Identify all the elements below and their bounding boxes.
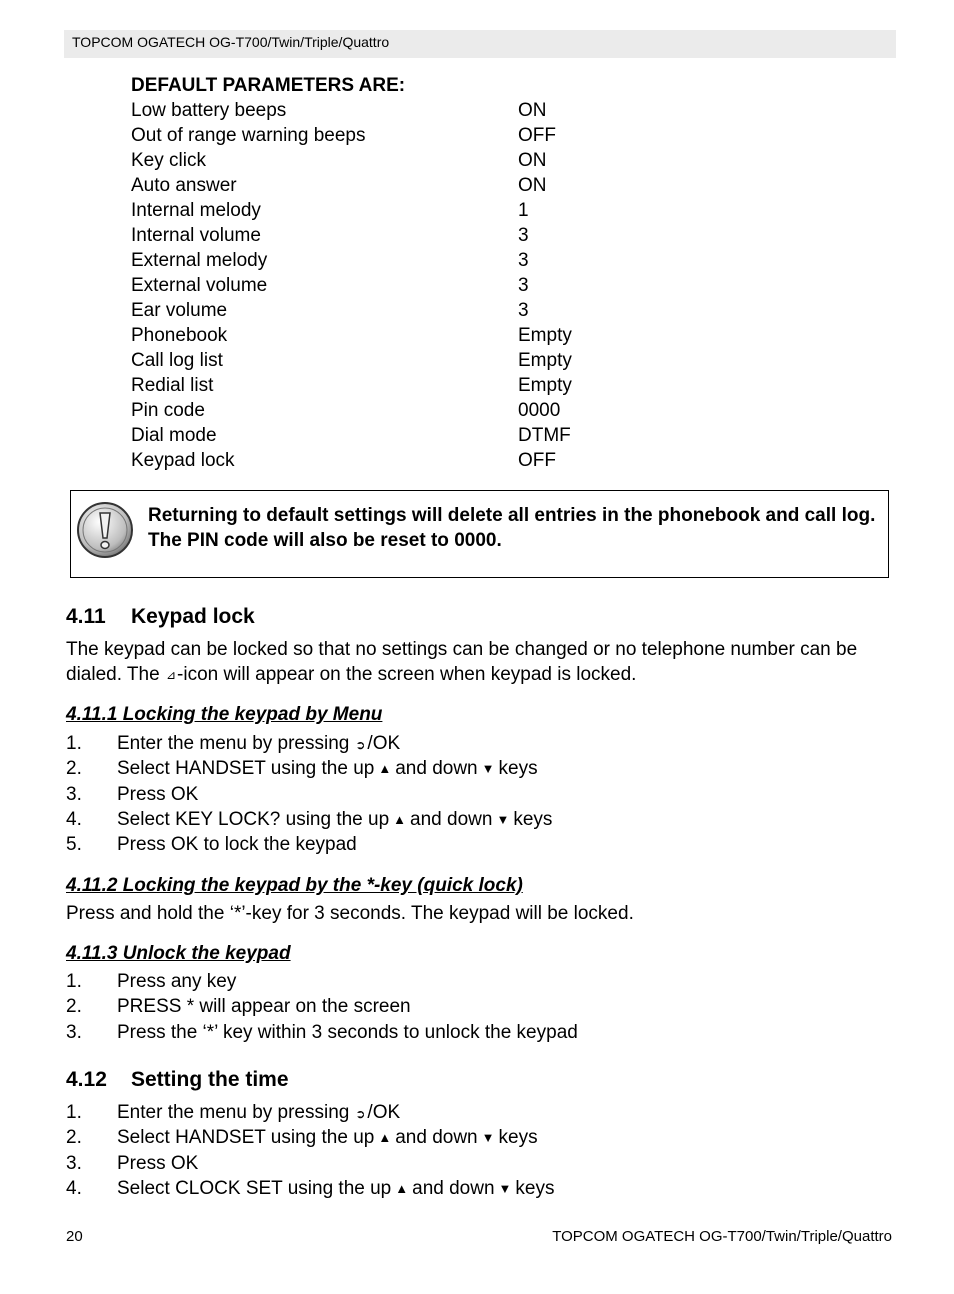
up-arrow-icon: ▲ <box>378 1130 392 1146</box>
step-number: 3. <box>66 783 82 805</box>
step-number: 4. <box>66 1177 82 1199</box>
key-lock-icon: ⊿ <box>165 668 177 682</box>
list-item <box>66 756 766 781</box>
list-item <box>66 1125 766 1150</box>
param-label: External volume <box>131 275 268 296</box>
step-number: 1. <box>66 971 82 992</box>
step-text: Press OK <box>117 783 199 805</box>
params-title: DEFAULT PARAMETERS ARE: <box>131 75 406 96</box>
param-label: Dial mode <box>131 425 217 446</box>
keypad-intro <box>66 637 896 688</box>
menu-key-icon: ➲ <box>355 1107 366 1121</box>
subsection-heading: 4.11.3 Unlock the keypad <box>66 943 291 964</box>
param-label: External melody <box>131 250 268 271</box>
param-label: Phonebook <box>131 325 228 346</box>
header-title: TOPCOM OGATECH OG-T700/Twin/Triple/Quattro <box>72 34 390 50</box>
param-value: DTMF <box>518 425 571 446</box>
warning-box <box>70 490 889 578</box>
param-value: ON <box>518 175 547 196</box>
param-value: ON <box>518 150 547 171</box>
param-label: Redial list <box>131 375 214 396</box>
param-label: Call log list <box>131 350 223 371</box>
param-value: OFF <box>518 125 556 146</box>
param-label: Out of range warning beeps <box>131 125 366 146</box>
step-text: Press OK to lock the keypad <box>117 834 357 856</box>
steps-list <box>66 731 766 857</box>
param-row <box>131 273 631 298</box>
param-row <box>131 348 631 373</box>
section-title: Keypad lock <box>131 605 255 628</box>
list-item <box>66 1151 766 1176</box>
param-row <box>131 398 631 423</box>
up-arrow-icon: ▲ <box>378 761 392 777</box>
param-row <box>131 248 631 273</box>
page-header <box>64 30 896 58</box>
step-text: Select CLOCK SET using the up <box>117 1177 392 1199</box>
param-value: ON <box>518 100 547 121</box>
param-value: 3 <box>518 250 529 271</box>
param-label: Key click <box>131 150 206 171</box>
param-value: Empty <box>518 375 572 396</box>
param-value: 3 <box>518 275 529 296</box>
param-label: Low battery beeps <box>131 100 287 121</box>
step-text: Enter the menu by pressing <box>117 1102 350 1123</box>
step-text: and down <box>395 1127 478 1149</box>
param-row <box>131 148 631 173</box>
quick-lock-text: Press and hold the ‘*’-key for 3 seconds. The keypad will be locked. <box>66 903 634 924</box>
param-row <box>131 223 631 248</box>
footer-title: TOPCOM OGATECH OG-T700/Twin/Triple/Quattro <box>552 1228 892 1245</box>
param-label: Keypad lock <box>131 450 235 471</box>
list-item <box>66 731 766 756</box>
list-item <box>66 832 766 857</box>
up-arrow-icon: ▲ <box>395 1180 409 1196</box>
param-value: 1 <box>518 200 529 221</box>
page-number: 20 <box>66 1228 83 1245</box>
down-arrow-icon: ▼ <box>481 761 495 777</box>
step-number: 3. <box>66 1152 82 1174</box>
step-text: keys <box>498 758 538 780</box>
step-text: Press the ‘*’ key within 3 seconds to unlock the keypad <box>117 1021 578 1043</box>
step-text: Press OK <box>117 1152 199 1174</box>
param-value: 3 <box>518 300 529 321</box>
param-row <box>131 323 631 348</box>
step-number: 1. <box>66 1102 82 1123</box>
default-parameters <box>131 73 631 473</box>
section-heading <box>66 1068 289 1092</box>
step-number: 2. <box>66 758 82 780</box>
list-item <box>66 782 766 807</box>
step-text: Enter the menu by pressing <box>117 733 350 754</box>
section-title: Setting the time <box>131 1068 289 1091</box>
param-row <box>131 423 631 448</box>
step-number: 4. <box>66 808 82 830</box>
step-text: Select HANDSET using the up <box>117 1127 375 1149</box>
param-row <box>131 298 631 323</box>
param-row <box>131 198 631 223</box>
step-number: 3. <box>66 1021 82 1043</box>
step-number: 2. <box>66 1127 82 1149</box>
param-row <box>131 123 631 148</box>
warning-text: Returning to default settings will delete all entries in the phonebook and call log. The PIN code will also be reset to 0000. <box>148 505 876 551</box>
param-value: 0000 <box>518 400 561 421</box>
step-text: Select HANDSET using the up <box>117 758 375 780</box>
step-number: 2. <box>66 996 82 1018</box>
steps-list <box>66 1100 766 1201</box>
up-arrow-icon: ▲ <box>393 811 407 827</box>
exclamation-icon <box>76 501 134 559</box>
param-row <box>131 98 631 123</box>
down-arrow-icon: ▼ <box>496 811 510 827</box>
param-value: Empty <box>518 325 572 346</box>
param-value: 3 <box>518 225 529 246</box>
list-item <box>66 1020 766 1045</box>
down-arrow-icon: ▼ <box>481 1130 495 1146</box>
subsection-heading: 4.11.1 Locking the keypad by Menu <box>66 704 383 725</box>
section-number: 4.12 <box>66 1068 107 1091</box>
param-row <box>131 173 631 198</box>
step-text: Select KEY LOCK? using the up <box>117 808 390 830</box>
param-value: OFF <box>518 450 556 471</box>
steps-list <box>66 969 766 1045</box>
param-row <box>131 448 631 473</box>
step-text: keys <box>515 1177 555 1199</box>
section-heading <box>66 605 255 629</box>
step-text: and down <box>395 758 478 780</box>
step-text: keys <box>513 808 553 830</box>
step-number: 5. <box>66 834 82 856</box>
step-text: PRESS * will appear on the screen <box>117 996 411 1018</box>
param-label: Ear volume <box>131 300 228 321</box>
step-text: /OK <box>367 1102 401 1123</box>
param-value: Empty <box>518 350 572 371</box>
step-text: keys <box>498 1127 538 1149</box>
list-item <box>66 994 766 1019</box>
param-label: Internal melody <box>131 200 261 221</box>
down-arrow-icon: ▼ <box>498 1180 512 1196</box>
step-text: Press any key <box>117 971 237 992</box>
list-item <box>66 807 766 832</box>
param-label: Auto answer <box>131 175 237 196</box>
list-item <box>66 1176 766 1201</box>
step-number: 1. <box>66 733 82 754</box>
section-number: 4.11 <box>66 605 106 628</box>
param-row <box>131 373 631 398</box>
intro-text-a: The keypad can be locked so that no settings can be changed or no telephone number can be dialed. The <box>66 639 858 685</box>
step-text: and down <box>410 808 493 830</box>
intro-text-b: -icon will appear on the screen when keypad is locked. <box>177 664 637 685</box>
param-label: Pin code <box>131 400 205 421</box>
param-label: Internal volume <box>131 225 261 246</box>
step-text: and down <box>412 1177 495 1199</box>
list-item <box>66 969 766 994</box>
menu-key-icon: ➲ <box>355 738 366 752</box>
subsection-heading: 4.11.2 Locking the keypad by the *-key (quick lock) <box>66 875 523 896</box>
step-text: /OK <box>367 733 401 754</box>
list-item <box>66 1100 766 1125</box>
